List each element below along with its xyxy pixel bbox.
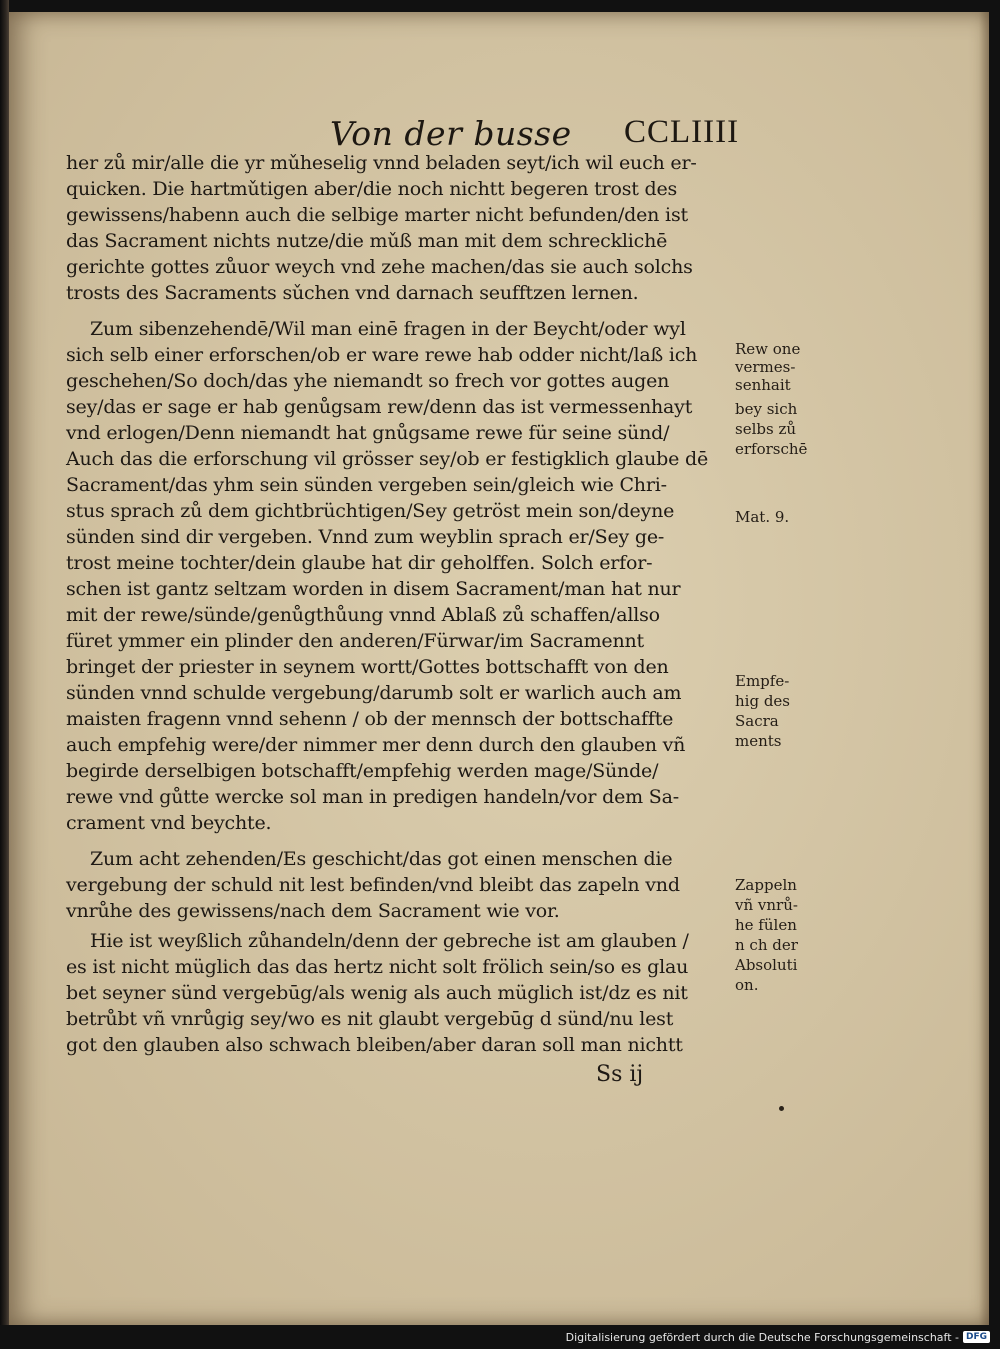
text-line: mit der rewe/sünde/genůgthůung vnnd Ablaß zů schaffen/allso [66, 604, 660, 626]
text-line: rewe vnd gůtte wercke sol man in predigen handeln/vor dem Sa- [66, 786, 679, 808]
margin-note-line: n ch der [735, 936, 798, 954]
text-line: quicken. Die hartmǔtigen aber/die noch nichtt begeren trost des [66, 178, 678, 200]
text-line: sich selb einer erforschen/ob er ware rewe hab odder nicht/laß ich [66, 344, 698, 366]
text-line: stus sprach zů dem gichtbrüchtigen/Sey getröst mein son/deyne [66, 500, 675, 522]
running-title: Von der busse [330, 114, 572, 153]
book-spine-shadow [0, 0, 9, 1325]
text-line: sünden sind dir vergeben. Vnnd zum weyblin sprach er/Sey ge- [66, 526, 665, 548]
text-line: es ist nicht müglich das das hertz nicht solt frölich sein/so es glau [66, 956, 689, 978]
page-edge-shadow [979, 12, 989, 1325]
signature-mark: Ss ij [596, 1062, 644, 1087]
text-line: sünden vnnd schulde vergebung/darumb solt er warlich auch am [66, 682, 682, 704]
text-line: vergebung der schuld nit lest befinden/vnd bleibt das zapeln vnd [66, 874, 680, 896]
margin-note-line: he fülen [735, 916, 797, 934]
text-line: gerichte gottes zůuor weych vnd zehe machen/das sie auch solchs [66, 256, 693, 278]
margin-note-line: Sacra [735, 712, 779, 730]
margin-note-line: bey sich [735, 400, 798, 418]
text-line: Zum sibenzehendē/Wil man einē fragen in der Beycht/oder wyl [90, 318, 686, 340]
text-line: füret ymmer ein plinder den anderen/Fürwar/im Sacramennt [66, 630, 644, 652]
margin-note-line: Rew one [735, 340, 801, 358]
footer-credit [566, 1328, 990, 1346]
text-line: vnrůhe des gewissens/nach dem Sacrament wie vor. [66, 900, 560, 922]
footer-credit-text: Digitalisierung gefördert durch die Deutsche Forschungsgemeinschaft - [565, 1330, 959, 1344]
text-line: bet seyner sünd vergebūg/als wenig als auch müglich ist/dz es nit [66, 982, 688, 1004]
text-line: got den glauben also schwach bleiben/aber daran soll man nichtt [66, 1034, 683, 1056]
dfg-logo: DFG [963, 1331, 990, 1343]
margin-note-line: senhait [735, 376, 791, 394]
text-line: trost meine tochter/dein glaube hat dir geholffen. Solch erfor- [66, 552, 653, 574]
margin-note-line: Mat. 9. [735, 508, 790, 526]
text-line: das Sacrament nichts nutze/die mǔß man mit dem schrecklichē [66, 230, 668, 252]
margin-note-line: vñ vnrů- [735, 896, 798, 914]
text-line: bringet der priester in seynem wortt/Gottes bottschafft von den [66, 656, 669, 678]
margin-note-line: vermes- [735, 358, 796, 376]
ink-dot [779, 1106, 784, 1111]
text-line: trosts des Sacraments sǔchen vnd darnach seufftzen lernen. [66, 282, 639, 304]
text-line: Sacrament/das yhm sein sünden vergeben sein/gleich wie Chri- [66, 474, 667, 496]
margin-note-line: Empfe- [735, 672, 790, 690]
text-line: vnd erlogen/Denn niemandt hat gnůgsame rewe für seine sünd/ [66, 422, 670, 444]
margin-note-line: ments [735, 732, 782, 750]
text-line: Auch das die erforschung vil grösser sey/ob er festigklich glaube dē [66, 448, 709, 470]
folio-number: CCLIIII [624, 114, 740, 150]
margin-note-line: Zappeln [735, 876, 797, 894]
margin-note-line: erforschē [735, 440, 808, 458]
text-line: begirde derselbigen botschafft/empfehig werden mage/Sünde/ [66, 760, 659, 782]
text-line: schen ist gantz seltzam worden in disem Sacrament/man hat nur [66, 578, 681, 600]
text-line: Hie ist weyßlich zůhandeln/denn der gebreche ist am glauben / [90, 930, 689, 952]
margin-note-line: on. [735, 976, 759, 994]
text-line: crament vnd beychte. [66, 812, 272, 834]
text-line: geschehen/So doch/das yhe niemandt so frech vor gottes augen [66, 370, 670, 392]
text-line: betrůbt vñ vnrůgig sey/wo es nit glaubt vergebūg d sünd/nu lest [66, 1008, 674, 1030]
text-line: gewissens/habenn auch die selbige marter nicht befunden/den ist [66, 204, 688, 226]
text-line: sey/das er sage er hab genůgsam rew/denn das ist vermessenhayt [66, 396, 693, 418]
text-line: Zum acht zehenden/Es geschicht/das got einen menschen die [90, 848, 673, 870]
margin-note-line: Absoluti [735, 956, 798, 974]
text-line: maisten fragenn vnnd sehenn / ob der mennsch der bottschaffte [66, 708, 674, 730]
text-line: her zů mir/alle die yr mǔheselig vnnd beladen seyt/ich wil euch er- [66, 152, 697, 174]
margin-note-line: hig des [735, 692, 791, 710]
margin-note-line: selbs zů [735, 420, 797, 438]
text-line: auch empfehig were/der nimmer mer denn durch den glauben vñ [66, 734, 686, 756]
